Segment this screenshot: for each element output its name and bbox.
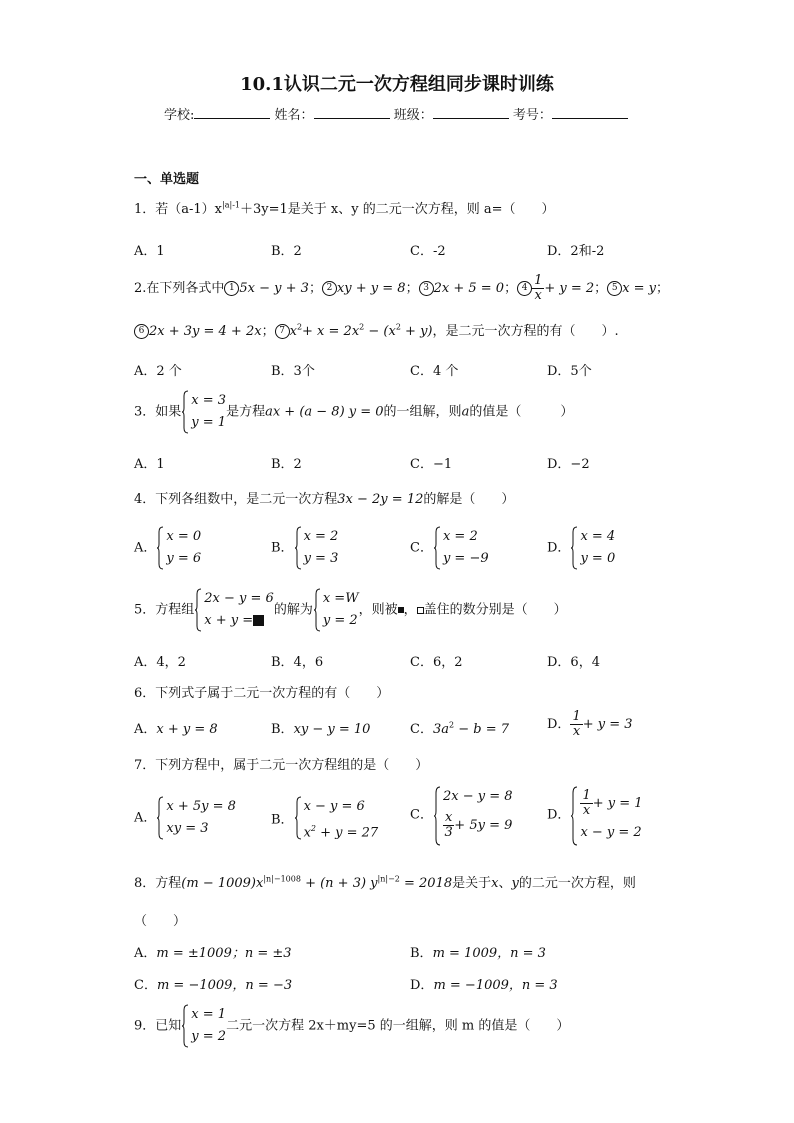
row-fraction — [443, 811, 454, 840]
opt-label: B． — [410, 946, 433, 961]
frac-den: 3 — [444, 825, 453, 840]
q5-text-c: ，则被 — [358, 602, 398, 618]
q5-text-d: 盖住的数分别是（ ） — [423, 602, 567, 618]
opt-expr: m = −1009，n = 3 — [433, 978, 558, 993]
q8-var-y: y — [511, 876, 519, 891]
section-heading: 一、单选题 — [134, 172, 200, 187]
circle-3: 3 — [419, 281, 434, 296]
sep: ； — [594, 281, 608, 296]
opt-system — [156, 796, 236, 840]
q3-option-c[interactable]: C．−1 — [410, 457, 453, 472]
q3-var: a — [461, 404, 470, 420]
frac-den: x — [572, 724, 581, 739]
q8-eq-x: x — [256, 876, 264, 891]
opt-expr: + y = 3 — [582, 717, 633, 732]
school-label: 学校: — [164, 108, 195, 123]
frac-num: x — [444, 810, 453, 825]
q2-option-a[interactable]: A．2 个 — [134, 364, 182, 379]
circle-5: 5 — [607, 281, 622, 296]
sys-row: y = 0 — [580, 551, 616, 566]
opt-label: B． — [271, 540, 294, 556]
sys-row — [204, 610, 274, 632]
circle-1: 1 — [224, 281, 239, 296]
q1-text-b: ＋3y=1是关于 x、y 的二元一次方程，则 a=（ ） — [239, 202, 555, 217]
q6-option-a[interactable] — [134, 718, 218, 737]
q8-text-b: 是关于 — [452, 876, 492, 891]
opt-expr: x + y = 8 — [156, 722, 218, 737]
q2-expr-7d: + y) — [400, 324, 433, 339]
opt-system — [156, 526, 201, 570]
frac-den: x — [534, 288, 542, 303]
opt-expr: xy − y = 10 — [293, 722, 371, 737]
brace-icon — [294, 796, 302, 840]
sys-row: x = 2 — [442, 529, 478, 544]
opt-system — [294, 796, 379, 844]
sys-row: x + 5y = 8 — [166, 799, 236, 814]
sys-row: x − y = 6 — [303, 799, 365, 814]
q2-expr-2: xy + y = 8 — [336, 281, 406, 296]
q8-bracket: （ ） — [134, 914, 187, 929]
brace-icon — [181, 390, 189, 434]
opt-expr: m = −1009，n = −3 — [156, 978, 293, 993]
q6-option-c[interactable] — [410, 718, 509, 737]
question-3 — [134, 390, 573, 434]
q8-eq-2: + (n + 3) y — [300, 876, 378, 891]
sys-row: x − y = 2 — [580, 825, 642, 840]
q3-text-d: 的值是（ ） — [469, 404, 574, 420]
sys-row: x = 4 — [580, 529, 616, 544]
sys-row: x = 0 — [166, 529, 202, 544]
sys-row: y = 2 — [191, 1029, 227, 1044]
sys-row: y = 2 — [322, 613, 358, 628]
sep: ； — [405, 281, 419, 296]
q2-text: 2.在下列各式中 — [134, 281, 225, 296]
opt-label: C． — [410, 540, 433, 556]
q7-option-a[interactable] — [134, 796, 236, 840]
name-blank[interactable] — [314, 106, 390, 119]
q8-option-b[interactable] — [410, 942, 546, 961]
sys-row — [304, 818, 379, 844]
opt-label: B． — [271, 812, 294, 828]
q2-expr-6: 2x + 3y = 4 + 2x — [149, 324, 262, 339]
opt-system — [433, 786, 513, 844]
q8-eq-1: (m − 1009) — [181, 876, 256, 891]
sys-row: y = 1 — [191, 415, 227, 430]
opt-label: B． — [271, 722, 294, 737]
opt-label: D． — [547, 717, 571, 732]
row-exp: 2 — [310, 824, 316, 833]
opt-system — [294, 526, 339, 570]
sys-row — [443, 808, 513, 844]
q2-expr-4: + y = 2 — [544, 281, 595, 296]
opt-expr: 3a — [432, 722, 449, 737]
question-2-line-2: 6 2x + 3y = 4 + 2x； 7 $x^2+ x = 2x^2 - (x^2 + y)$，是二元一次方程的有（ ）. — [134, 320, 619, 339]
q7-option-c[interactable] — [410, 786, 513, 844]
opt-label: D． — [547, 807, 571, 823]
q9-text-a: 9．已知 — [134, 1018, 182, 1034]
opt-expr: m = 1009，n = 3 — [432, 946, 546, 961]
row-part: + y = 27 — [316, 825, 379, 841]
q5-solution — [313, 588, 359, 632]
opt-system — [570, 786, 642, 844]
page-title: 10.1认识二元一次方程组同步课时训练 — [240, 74, 554, 95]
sep: ； — [261, 324, 275, 339]
q5-option-a[interactable]: A．4，2 — [134, 655, 186, 670]
sys-row: x = 1 — [191, 1007, 227, 1022]
frac-den: x — [582, 803, 591, 818]
q5-system — [194, 588, 274, 632]
opt-system — [570, 526, 615, 570]
q5-option-d[interactable]: D．6，4 — [547, 655, 600, 670]
brace-icon — [313, 588, 321, 632]
q8-exp-x: |n|−1008 — [263, 874, 301, 884]
sys-row: x =W — [322, 591, 359, 606]
q5-option-b[interactable]: B．4，6 — [271, 655, 324, 670]
sys-row: x = 2 — [303, 529, 339, 544]
q8-text-a: 8．方程 — [134, 876, 182, 891]
opt-label: A． — [134, 722, 157, 737]
brace-icon — [181, 1004, 189, 1048]
sep: 、 — [498, 876, 512, 891]
student-info-line — [164, 104, 628, 123]
q2-expr-1: 5x − y + 3 — [239, 281, 309, 296]
sys-row — [580, 786, 642, 822]
q6-option-b[interactable] — [271, 718, 370, 737]
q8-option-c[interactable] — [134, 974, 292, 993]
q8-option-d[interactable] — [410, 974, 558, 993]
brace-icon — [570, 786, 578, 846]
opt-label: D． — [547, 540, 571, 556]
q9-system — [181, 1004, 226, 1048]
q1-option-a[interactable]: A．1 — [134, 244, 165, 259]
opt-label: C． — [410, 722, 433, 737]
name-label: 姓名： — [274, 108, 314, 123]
q2-expr-5: x = y — [622, 281, 657, 296]
opt-label: D． — [410, 978, 434, 993]
class-label: 班级： — [393, 108, 433, 123]
question-7: 7．下列方程中，属于二元一次方程组的是（ ） — [134, 758, 429, 773]
exam-no-blank[interactable] — [552, 106, 628, 119]
sys-row: y = 6 — [166, 551, 202, 566]
q2-expr-7c: − (x — [364, 324, 396, 339]
brace-icon — [433, 786, 441, 846]
question-2-line-1 — [134, 272, 669, 306]
opt-expr: − b = 7 — [454, 722, 509, 737]
sep: ； — [656, 281, 670, 296]
circle-6: 6 — [134, 324, 149, 339]
q5-text-a: 5．方程组 — [134, 602, 195, 618]
opt-label: A． — [134, 540, 157, 556]
question-5 — [134, 588, 567, 632]
sys-row: 2x − y = 6 — [204, 591, 274, 606]
q4-option-b[interactable] — [271, 526, 338, 570]
q4-equation: 3x − 2y = 12 — [337, 492, 424, 507]
q3-equation: ax + (a − 8) y = 0 — [265, 404, 384, 420]
exam-no-label: 考号： — [512, 108, 552, 123]
school-blank[interactable] — [194, 106, 270, 119]
opt-label: A． — [134, 946, 157, 961]
sep: ； — [308, 281, 322, 296]
frac-num: 1 — [572, 709, 581, 724]
q4-option-c[interactable] — [410, 526, 489, 570]
question-9 — [134, 1004, 569, 1048]
q4-option-d[interactable] — [547, 526, 615, 570]
brace-icon — [156, 796, 164, 840]
q8-text-c: 的二元一次方程，则 — [518, 876, 636, 891]
opt-system — [433, 526, 489, 570]
q3-option-d[interactable]: D．−2 — [547, 457, 590, 472]
frac-num: 1 — [534, 273, 543, 288]
q5-text-b: 的解为 — [273, 602, 313, 618]
q3-option-a[interactable]: A．1 — [134, 457, 165, 472]
row-part: + 5y = 9 — [454, 818, 513, 833]
q2-fraction — [532, 274, 544, 303]
brace-icon — [194, 588, 202, 632]
opt-expr: m = ±1009；n = ±3 — [156, 946, 292, 961]
circle-2: 2 — [322, 281, 337, 296]
row-part: + y = 1 — [592, 796, 643, 811]
q8-exp-y: |n|−2 — [377, 874, 400, 884]
q1-option-c[interactable]: C．-2 — [410, 244, 446, 259]
q2-option-d[interactable]: D．5个 — [547, 364, 592, 379]
sys-row: x = 3 — [191, 393, 227, 408]
sys-row: y = 3 — [303, 551, 339, 566]
sep: ； — [504, 281, 518, 296]
opt-exp: 2 — [448, 720, 455, 730]
covered-square-icon — [253, 615, 264, 626]
q7-option-b[interactable] — [271, 796, 378, 844]
q7-option-d[interactable] — [547, 786, 643, 844]
q2-expr-7b: + x = 2x — [302, 324, 360, 339]
brace-icon — [433, 526, 441, 570]
white-square-icon — [417, 607, 424, 614]
opt-label: C． — [134, 978, 157, 993]
opt-fraction — [570, 710, 582, 739]
sys-row: xy = 3 — [166, 821, 209, 836]
q8-option-a[interactable] — [134, 942, 292, 961]
brace-icon — [156, 526, 164, 570]
q3-option-b[interactable]: B．2 — [271, 457, 302, 472]
class-blank[interactable] — [433, 106, 509, 119]
brace-icon — [294, 526, 302, 570]
circle-4: 4 — [517, 281, 532, 296]
question-1 — [134, 198, 554, 217]
q9-text-b: 二元一次方程 2x＋my=5 的一组解，则 m 的值是（ ） — [226, 1018, 570, 1034]
q3-text-a: 3．如果 — [134, 404, 182, 420]
circle-7: 7 — [275, 324, 290, 339]
q3-text-b: 是方程 — [226, 404, 266, 420]
q1-option-b[interactable]: B．2 — [271, 244, 302, 259]
brace-icon — [570, 526, 578, 570]
sys-row-text: x + y = — [204, 613, 254, 628]
q6-option-d[interactable] — [547, 710, 633, 739]
q1-option-d[interactable]: D．2和-2 — [547, 244, 605, 259]
q4-option-a[interactable] — [134, 526, 201, 570]
q2-expr-3: 2x + 5 = 0 — [433, 281, 505, 296]
frac-num: 1 — [582, 788, 591, 803]
question-8 — [134, 872, 636, 891]
sep: ， — [403, 602, 417, 618]
q2-tail: ，是二元一次方程的有（ ）. — [432, 324, 619, 339]
q8-eq-3: = 2018 — [399, 876, 453, 891]
q1-exponent: |a|-1 — [222, 200, 240, 210]
q5-option-c[interactable]: C．6，2 — [410, 655, 463, 670]
q4-text-b: 的解是（ ） — [423, 492, 515, 507]
row-fraction — [580, 789, 592, 818]
q2-option-b[interactable]: B．3个 — [271, 364, 315, 379]
q8-var-x: x — [491, 876, 499, 891]
row-part: x — [303, 825, 311, 841]
opt-label: C． — [410, 807, 433, 823]
q3-system — [181, 390, 226, 434]
question-4 — [134, 488, 514, 507]
sys-row: y = −9 — [442, 551, 489, 566]
q4-text-a: 4．下列各组数中，是二元一次方程 — [134, 492, 338, 507]
q2-expr-7a: x — [289, 324, 297, 339]
question-6: 6．下列式子属于二元一次方程的有（ ） — [134, 686, 390, 701]
q2-option-c[interactable]: C．4 个 — [410, 364, 459, 379]
q1-text-a: 1．若（a-1）x — [134, 202, 223, 217]
opt-label: A． — [134, 810, 157, 826]
sys-row: 2x − y = 8 — [442, 789, 513, 804]
q3-text-c: 的一组解，则 — [383, 404, 462, 420]
